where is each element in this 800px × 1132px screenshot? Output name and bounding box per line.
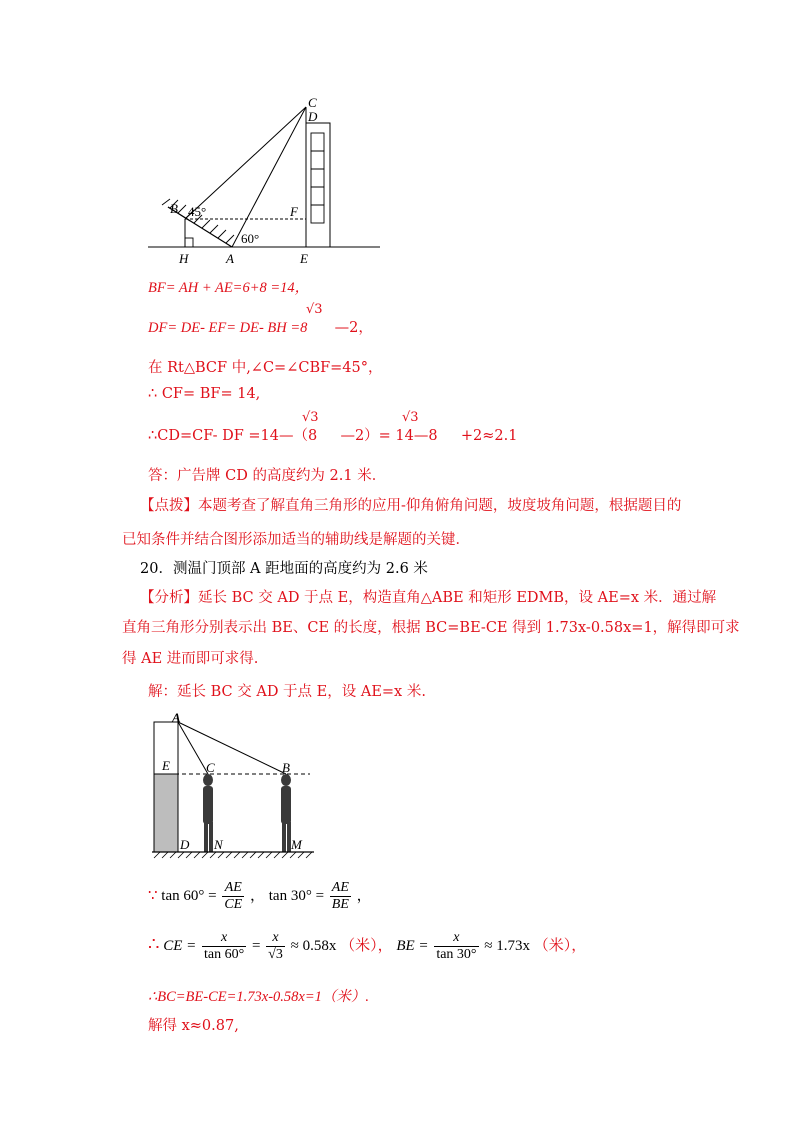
- comma-1: ，: [249, 887, 265, 904]
- frac-denominator: √3: [268, 947, 283, 962]
- comma-2: ，: [356, 887, 372, 904]
- frac-denominator: tan 60°: [204, 947, 245, 962]
- line-analysis-2: 直角三角形分别表示出 BE、CE 的长度，根据 BC=BE-CE 得到 1.73x-0.58x=1，解得即可求: [122, 620, 740, 636]
- unit-1: （米），: [340, 937, 393, 954]
- frac-ae-be: [330, 880, 351, 913]
- label-C2: C: [206, 760, 215, 775]
- frac-x-sqrt3: [266, 930, 285, 963]
- line-cd-sqrt1: √3: [302, 410, 319, 425]
- figure-slope-billboard: [140, 95, 400, 270]
- be-eq: BE =: [396, 937, 429, 954]
- line-analysis-1: 【分析】延长 BC 交 AD 于点 E，构造直角△ABE 和矩形 EDMB，设 AE=x 米．通过解: [140, 590, 717, 606]
- frac-denominator: BE: [331, 897, 349, 912]
- equals: =: [251, 937, 261, 954]
- label-M2: M: [291, 837, 302, 852]
- frac-x-tan30: [434, 930, 478, 963]
- therefore-symbol: ∴: [148, 933, 160, 954]
- unit-2: （米），: [533, 937, 587, 954]
- frac-numerator: x: [434, 930, 478, 947]
- line-df-tail: —2，: [334, 320, 373, 336]
- frac-numerator: AE: [331, 880, 349, 895]
- line-analysis-3: 得 AE 进而即可求得.: [122, 651, 259, 667]
- frac-numerator: x: [266, 930, 285, 947]
- frac-denominator: CE: [224, 897, 243, 912]
- line-cf: ∴ CF= BF= 14,: [148, 386, 261, 402]
- line-q20: 20．测温门顶部 A 距地面的高度约为 2.6 米: [140, 561, 428, 577]
- line-bc: ∴BC=BE-CE=1.73x-0.58x=1（米）.: [148, 989, 370, 1005]
- label-D2: D: [180, 837, 190, 852]
- tan30-label: tan 30° =: [268, 887, 325, 904]
- frac-denominator: tan 30°: [436, 947, 477, 962]
- label-N2: N: [214, 837, 223, 852]
- line-cd-sqrt2: √3: [402, 410, 419, 425]
- approx-be: ≈ 1.73x: [484, 937, 530, 954]
- line-triangle: 在 Rt△BCF 中,∠C=∠CBF=45°，: [148, 360, 383, 376]
- approx-ce: ≈ 0.58x: [290, 937, 337, 954]
- label-H: H: [179, 251, 189, 266]
- line-bf: BF= AH + AE=6+8 =14，: [148, 280, 310, 296]
- ce-eq: CE =: [163, 937, 197, 954]
- line-tip-1: 【点拨】本题考查了解直角三角形的应用-仰角俯角问题，坡度坡角问题，根据题目的: [140, 498, 682, 514]
- label-C: C: [308, 95, 317, 110]
- because-symbol: ∵: [148, 887, 158, 904]
- line-cd-part2: —2）= 14—8: [340, 428, 438, 444]
- frac-ae-ce: [222, 880, 244, 913]
- label-angle-45: 45°: [188, 204, 207, 219]
- label-E: E: [300, 251, 308, 266]
- line-df-text: DF= DE- EF= DE- BH =8: [148, 320, 308, 336]
- figure-temperature-gate: [148, 708, 318, 868]
- line-tip-2: 已知条件并结合图形添加适当的辅助线是解题的关键．: [122, 532, 470, 548]
- line-cd-part1: ∴CD=CF- DF =14—（8: [148, 428, 318, 444]
- line-answer: 答：广告牌 CD 的高度约为 2.1 米．: [148, 468, 387, 484]
- frac-numerator: x: [202, 930, 246, 947]
- line-solution-start: 解：延长 BC 交 AD 于点 E，设 AE=x 米.: [148, 684, 426, 700]
- label-angle-60: 60°: [241, 231, 260, 246]
- line-df: [148, 316, 373, 337]
- label-B2: B: [282, 760, 290, 775]
- line-df-sqrt: √3: [306, 302, 323, 317]
- label-A: A: [226, 251, 234, 266]
- label-A2: A: [172, 710, 181, 725]
- line-solve: 解得 x≈0.87,: [148, 1018, 239, 1034]
- label-B: B: [170, 201, 178, 216]
- formula-tan-definitions: [148, 880, 372, 913]
- tan60-label: tan 60° =: [161, 887, 217, 904]
- frac-x-tan60: [202, 930, 246, 963]
- label-D: D: [308, 109, 318, 124]
- label-F: F: [290, 204, 298, 219]
- frac-numerator: AE: [222, 880, 244, 897]
- formula-ce-be: [148, 930, 586, 963]
- line-cd: [148, 424, 517, 445]
- line-cd-part3: +2≈2.1: [460, 428, 518, 444]
- label-E2: E: [162, 758, 170, 773]
